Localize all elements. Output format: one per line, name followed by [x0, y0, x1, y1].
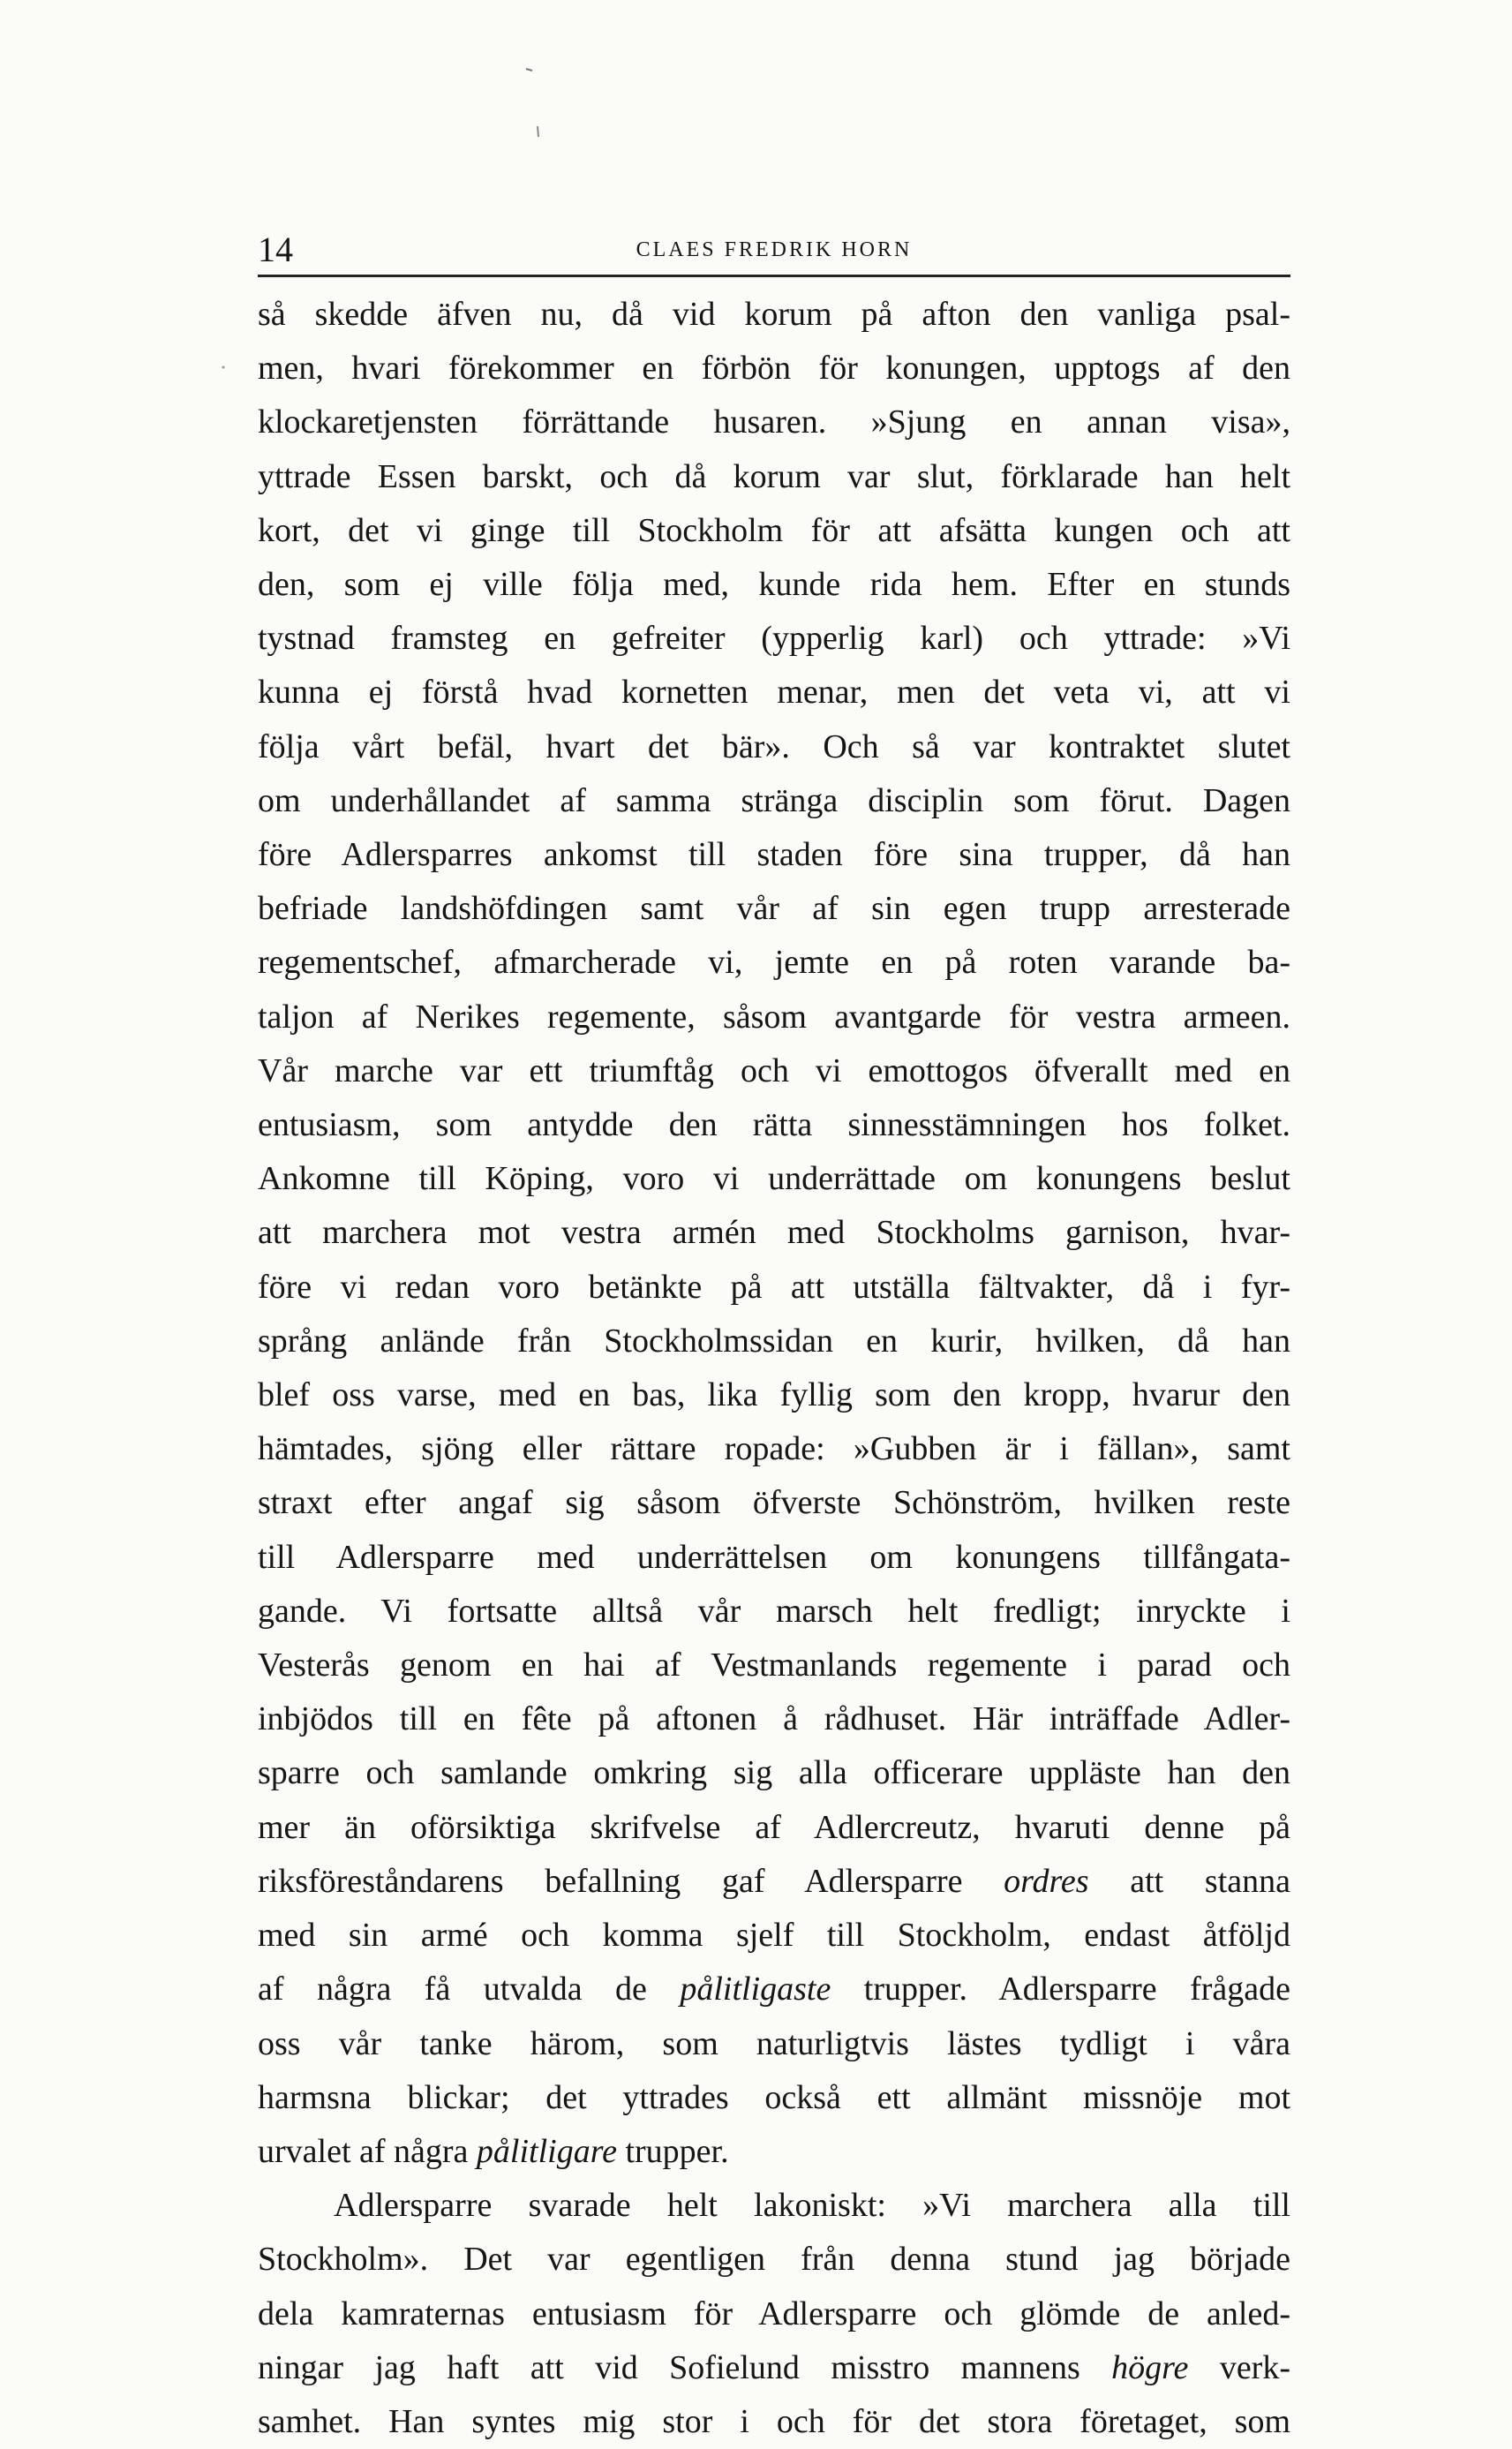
- text-line: kort, det vi ginge till Stockholm för att afsätta kungen och att: [258, 511, 1290, 549]
- text-line: före Adlersparres ankomst till staden före sina trupper, då han: [258, 836, 1290, 874]
- text-line: af några få utvalda de pålitligaste trupper. Adlersparre frågade: [258, 1971, 1290, 2008]
- text-line: språng anlände från Stockholmssidan en kurir, hvilken, då han: [258, 1322, 1290, 1360]
- text-line: före vi redan voro betänkte på att utställa fältvakter, då i fyr-: [258, 1268, 1290, 1306]
- text-line: dela kamraternas entusiasm för Adlersparre och glömde de anled-: [258, 2295, 1290, 2332]
- text-line: Vår marche var ett triumftåg och vi emottogos öfverallt med en: [258, 1051, 1290, 1089]
- text-line: ningar jag haft att vid Sofielund misstro mannens högre verk-: [258, 2348, 1290, 2386]
- text-line: hämtades, sjöng eller rättare ropade: »Gubben är i fällan», samt: [258, 1430, 1290, 1468]
- text-line: straxt efter angaf sig såsom öfverste Schönström, hvilken reste: [258, 1484, 1290, 1522]
- text-line: befriade landshöfdingen samt vår af sin egen trupp arresterade: [258, 890, 1290, 928]
- text-line: gande. Vi fortsatte alltså vår marsch helt fredligt; inryckte i: [258, 1592, 1290, 1630]
- text-line: samhet. Han syntes mig stor i och för det stora företaget, som: [258, 2402, 1290, 2440]
- text-line: Adlersparre svarade helt lakoniskt: »Vi marchera alla till: [334, 2187, 1290, 2225]
- text-line: tystnad framsteg en gefreiter (ypperlig karl) och yttrade: »Vi: [258, 620, 1290, 658]
- text-line: Ankomne till Köping, voro vi underrättade om konungens beslut: [258, 1160, 1290, 1198]
- text-line: men, hvari förekommer en förbön för konungen, upptogs af den: [258, 350, 1290, 388]
- text-line: sparre och samlande omkring sig alla officerare uppläste han den: [258, 1754, 1290, 1792]
- ink-speck: [526, 69, 532, 71]
- text-line: regementschef, afmarcherade vi, jemte en på roten varande ba-: [258, 944, 1290, 982]
- text-line: urvalet af några pålitligare trupper.: [258, 2132, 729, 2170]
- text-line: med sin armé och komma sjelf till Stockholm, endast åtföljd: [258, 1917, 1290, 1955]
- text-line: taljon af Nerikes regemente, såsom avantgarde för vestra armeen.: [258, 998, 1290, 1036]
- text-line: harmsna blickar; det yttrades också ett allmänt missnöje mot: [258, 2078, 1290, 2116]
- text-line: yttrade Essen barskt, och då korum var slut, förklarade han helt: [258, 457, 1290, 495]
- ink-speck: [222, 366, 225, 369]
- text-line: om underhållandet af samma stränga disciplin som förut. Dagen: [258, 781, 1290, 819]
- text-line: följa vårt befäl, hvart det bär». Och så var kontraktet slutet: [258, 727, 1290, 765]
- page-header: [258, 228, 1290, 277]
- text-line: inbjödos till en fête på aftonen å rådhuset. Här inträffade Adler-: [258, 1700, 1290, 1738]
- text-line: kunna ej förstå hvad kornetten menar, men det veta vi, att vi: [258, 674, 1290, 712]
- text-line: till Adlersparre med underrättelsen om konungens tillfångata-: [258, 1538, 1290, 1576]
- running-title: CLAES FREDRIK HORN: [636, 238, 913, 261]
- text-line: klockaretjensten förrättande husaren. »Sjung en annan visa»,: [258, 403, 1290, 441]
- text-line: så skedde äfven nu, då vid korum på afton den vanliga psal-: [258, 296, 1290, 333]
- text-line: att marchera mot vestra armén med Stockholms garnison, hvar-: [258, 1214, 1290, 1252]
- text-line: mer än oförsiktiga skrifvelse af Adlercreutz, hvaruti denne på: [258, 1808, 1290, 1846]
- text-line: oss vår tanke härom, som naturligtvis lästes tydligt i våra: [258, 2024, 1290, 2062]
- text-line: blef oss varse, med en bas, lika fyllig som den kropp, hvarur den: [258, 1376, 1290, 1414]
- text-line: den, som ej ville följa med, kunde rida hem. Efter en stunds: [258, 566, 1290, 604]
- text-line: Vesterås genom en hai af Vestmanlands regemente i parad och: [258, 1646, 1290, 1684]
- text-line: Stockholm». Det var egentligen från denna stund jag började: [258, 2241, 1290, 2279]
- page-number: 14: [258, 230, 293, 269]
- text-line: riksföreståndarens befallning gaf Adlersparre ordres att stanna: [258, 1862, 1290, 1900]
- header-rule: [258, 275, 1290, 277]
- body-text: [258, 288, 1290, 2440]
- text-line: entusiasm, som antydde den rätta sinnesstämningen hos folket.: [258, 1106, 1290, 1144]
